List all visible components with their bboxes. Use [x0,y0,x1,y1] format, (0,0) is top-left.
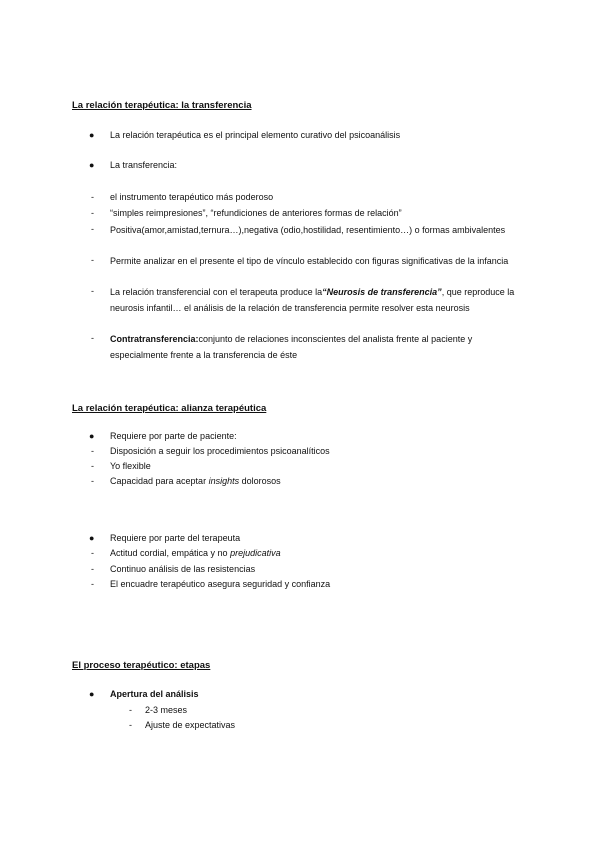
dash-icon: - [91,224,94,234]
dash-icon: - [91,446,94,456]
section-title-etapas: El proceso terapéutico: etapas [72,660,211,671]
text-run: La relación transferencial con el terapeuta produce la [110,287,323,297]
section-title-alianza: La relación terapéutica: alianza terapéutica [72,403,267,414]
section-title-transferencia: La relación terapéutica: la transferencia [72,100,252,111]
list-item: Requiere por parte del terapeuta [110,533,241,543]
bullet-icon: ● [89,160,95,170]
list-item-insights [110,474,281,490]
text-run: Actitud cordial, empática y no [110,548,228,558]
dash-icon: - [91,579,94,589]
list-item: el instrumento terapéutico más poderoso [110,192,274,202]
text-bold: Contratransferencia: [110,334,199,344]
list-item: La relación terapéutica es el principal elemento curativo del psicoanálisis [110,130,401,140]
dash-icon: - [91,255,94,265]
bullet-icon: ● [89,533,95,543]
text-run: , que reproduce la neurosis infantil… el análisis de la relación de transferencia permite resolver esta neurosis [110,287,515,313]
list-item: Positiva(amor,amistad,ternura…),negativa (odio,hostilidad, resentimiento…) o formas ambivalentes [110,225,506,235]
list-item: La transferencia: [110,160,178,170]
dash-icon: - [91,476,94,486]
dash-icon: - [91,286,94,296]
list-item: “simples reimpresiones”, “refundiciones de anteriores formas de relación” [110,208,402,218]
sub-list-item: 2-3 meses [145,705,188,715]
dash-icon: - [91,548,94,558]
sub-list-item: Ajuste de expectativas [145,720,236,730]
bullet-icon: ● [89,431,95,441]
list-item-neurosis [110,284,530,316]
list-item: Yo flexible [110,461,151,471]
list-item-apertura: Apertura del análisis [110,689,199,699]
dash-icon: - [91,333,94,343]
dash-icon: - [91,192,94,202]
list-item-contratransferencia [110,331,530,363]
bullet-icon: ● [89,130,95,140]
list-item-actitud [110,546,281,562]
dash-icon: - [129,720,132,730]
dash-icon: - [91,208,94,218]
dash-icon: - [91,564,94,574]
text-emphasis: “Neurosis de transferencia” [322,287,442,297]
list-item: Continuo análisis de las resistencias [110,564,256,574]
text-italic: insights [208,476,240,486]
text-run: conjunto de relaciones inconscientes del analista frente al paciente y especialmente frente a la transferencia de éste [110,334,473,360]
bullet-icon: ● [89,689,95,699]
dash-icon: - [129,705,132,715]
list-item: Disposición a seguir los procedimientos psicoanalíticos [110,446,330,456]
list-item: Requiere por parte de paciente: [110,431,237,441]
text-run: dolorosos [241,476,281,486]
text-run: Capacidad para aceptar [110,476,207,486]
dash-icon: - [91,461,94,471]
text-italic: prejudicativa [230,548,281,558]
list-item: Permite analizar en el presente el tipo de vínculo establecido con figuras significativas de la infancia [110,256,509,266]
list-item: El encuadre terapéutico asegura seguridad y confianza [110,579,331,589]
